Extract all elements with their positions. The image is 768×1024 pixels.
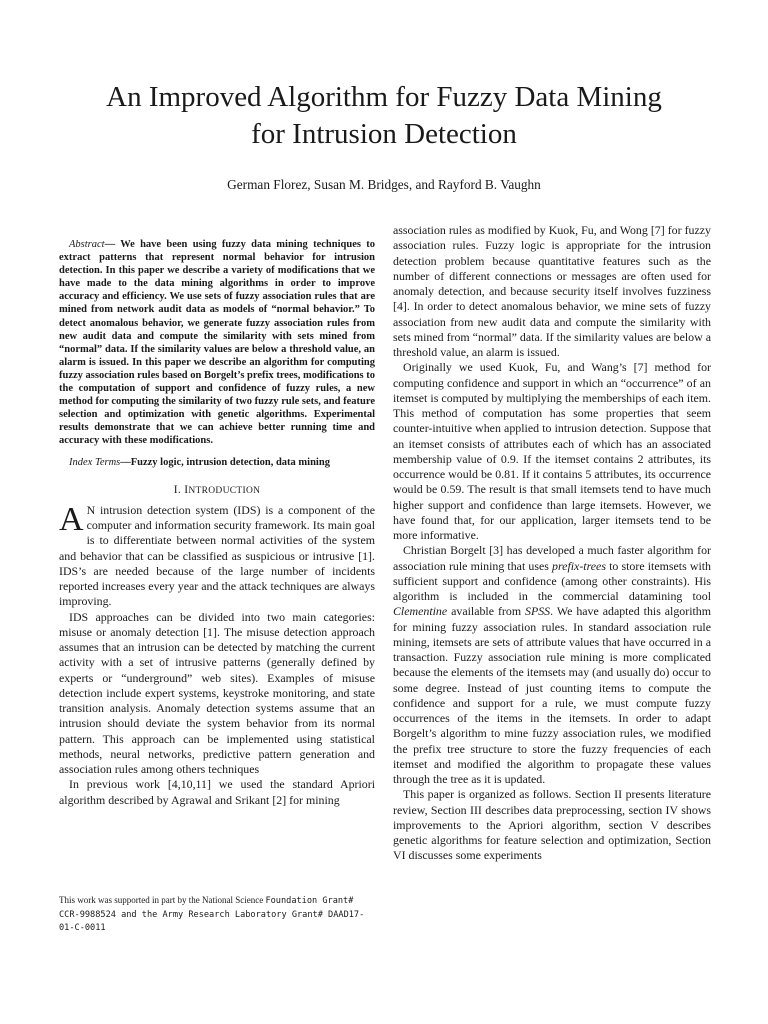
right-paragraph-2: Originally we used Kuok, Fu, and Wang’s [7] method for computing confidence and support in which an “occurrence” of an itemset is computed by multiplying the memberships of each item. This method of computation has some properties that seem counter-intuitive when applied to intrusion detection. Suppose that an itemset consists of attributes each of which has an associated membership value of 0.9. If the itemset contains 2 attributes, its occurrence would be 0.81. If it contains 5 attributes, its occurrence would be 0.59. The result is that small itemsets tend to have much higher support and confidence than large itemsets. However, we have found that, for our application, larger itemsets tend to be more informative.: [393, 360, 711, 542]
right-paragraph-1: association rules as modified by Kuok, Fu, and Wong [7] for fuzzy association rules. Fuzzy logic is appropriate for the intrusion detection problem because quantitative features such as the number of different connections or messages are often used for anomaly detection, and because security itself involves fuzziness [4]. In order to detect anomalous behavior, we mine sets of fuzzy association from new audit data and compute the similarity with sets mined from “normal” data. If the similarity values are below a threshold value, an alarm is issued.: [393, 223, 711, 359]
term-clementine: Clementine: [393, 604, 448, 619]
section-title-first-letter: I: [184, 483, 189, 496]
right-column: [393, 223, 711, 864]
right-paragraph-3-part-c: available from: [447, 604, 526, 619]
footnote-grant-text: Foundation Grant# CCR-9988524 and the Army Research Laboratory Grant# DAAD17-01-C-0011: [59, 896, 365, 933]
right-paragraph-3-part-a: Christian Borgelt [3] has developed a much faster algorithm for association rule mining that uses: [393, 543, 711, 573]
drop-cap: A: [59, 500, 84, 538]
paper-title: [40, 79, 728, 153]
term-prefix-trees: prefix-trees: [552, 558, 606, 573]
section-title-rest: NTRODUCTION: [188, 485, 261, 496]
abstract-label: Abstract: [69, 239, 105, 250]
index-terms-text: —Fuzzy logic, intrusion detection, data mining: [120, 456, 330, 468]
author-list: German Florez, Susan M. Bridges, and Rayford B. Vaughn: [227, 177, 541, 192]
left-column: [59, 238, 375, 808]
funding-footnote: [59, 894, 375, 935]
term-spss: SPSS: [525, 604, 551, 619]
index-terms: [59, 456, 375, 469]
right-paragraph-3: [393, 543, 711, 787]
intro-paragraph-1-text: N intrusion detection system (IDS) is a component of the computer and information security framework. Its main goal is to differentiate between normal activities of the system and behavior that can be classified as suspicious or intrusive [1]. IDS’s are needed because of the large number of incidents reported increases every year and the attack techniques are always improving.: [59, 502, 375, 609]
abstract: [59, 238, 375, 448]
footnote-text: This work was supported in part by the National Science: [59, 895, 266, 905]
right-paragraph-4: This paper is organized as follows. Section II presents literature review, Section III describes data preprocessing, section IV shows improvements to the Apriori algorithm, section V describes genetic algorithms for feature selection and optimization, Section VI discusses some experiments: [393, 787, 711, 863]
intro-paragraph-2: IDS approaches can be divided into two main categories: misuse or anomaly detection [1]. The misuse detection approach assumes that an intrusion can be detected by matching the current activity with a set of intrusive patterns (generally defined by experts or “underground” web sites). Examples of misuse detection include expert systems, keystroke monitoring, and state transition analysis. Anomaly detection systems assume that an intrusion should deviate the system behavior from its normal pattern. This approach can be implemented using statistical methods, neural networks, predictive pattern generation and association rules among others techniques: [59, 609, 375, 777]
title-line-1: An Improved Algorithm for Fuzzy Data Mining: [106, 81, 662, 113]
section-number: I.: [173, 483, 185, 496]
right-paragraph-3-part-b: to store itemsets with sufficient support and confidence (among other constraints). His algorithm is included in the commercial datamining tool: [393, 558, 711, 603]
section-heading-introduction: [59, 483, 375, 499]
abstract-text: — We have been using fuzzy data mining techniques to extract patterns that represent normal behavior for intrusion detection. In this paper we describe a variety of modifications that we have made to the data mining algorithms in order to improve accuracy and efficiency. We use sets of fuzzy association rules that are mined from network audit data as models of “normal behavior.” To detect anomalous behavior, we generate fuzzy association rules from new audit data and compute the similarity with sets mined from “normal” data. If the similarity values are below a threshold value, an alarm is issued. In this paper we describe an algorithm for computing fuzzy association rules based on Borgelt’s prefix trees, modifications to the computation of support and confidence of fuzzy rules, a new method for computing the similarity of two fuzzy rule sets, and feature selection and optimization with genetic algorithms. Experimental results demonstrate that we can achieve better running time and accuracy with these modifications.: [59, 239, 375, 447]
intro-paragraph-1: [59, 500, 375, 610]
right-paragraph-3-part-d: . We have adapted this algorithm for mining fuzzy association rules. In standard association rule mining, itemsets are sets of attribute values that have occurred in a transaction. Fuzzy association rule mining is more complicated because the elements of the itemsets may (and usually do) occur to some degree. Instead of just counting items to compute the confidence and support for a rule, we must compute fuzzy occurrences of the items in the itemsets. In order to adapt Borgelt’s algorithm to mine fuzzy association rules, we modified the prefix tree structure to store the fuzzy frequencies of each itemset and modified the algorithm to propagate these values through the tree as it is updated.: [393, 604, 712, 786]
title-line-2: for Intrusion Detection: [251, 118, 517, 150]
intro-paragraph-3: In previous work [4,10,11] we used the standard Apriori algorithm described by Agrawal and Srikant [2] for mining: [59, 777, 375, 807]
index-terms-label: Index Terms: [69, 456, 121, 468]
